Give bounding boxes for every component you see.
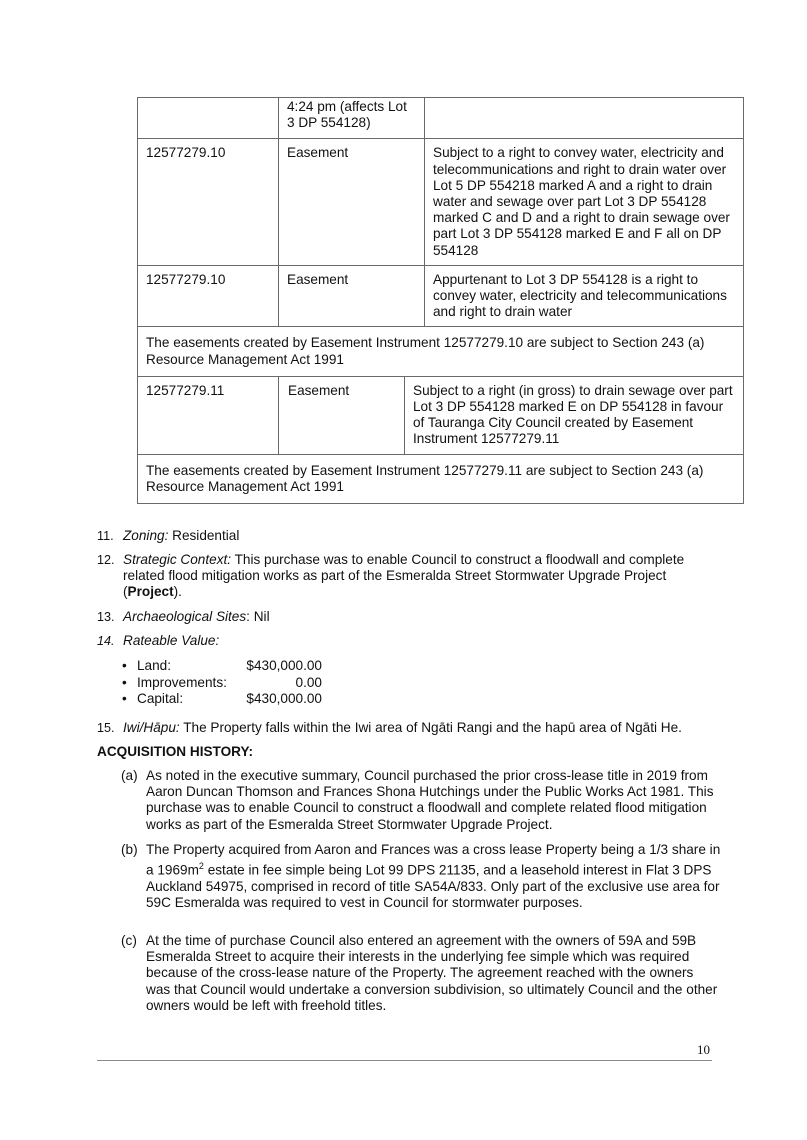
- table-row: [138, 139, 743, 265]
- item-number: 14.: [97, 634, 115, 648]
- bullet-icon: •: [122, 658, 127, 673]
- item-label: Iwi/Hāpu:: [123, 720, 180, 735]
- section-heading: ACQUISITION HISTORY:: [97, 744, 254, 759]
- history-item-a: [121, 768, 721, 833]
- table-cell-instrument: 12577279.11: [138, 377, 279, 454]
- item-label: Rateable Value:: [123, 633, 220, 648]
- item-label: Zoning:: [123, 528, 169, 543]
- footer-divider: [97, 1060, 712, 1061]
- bullet-icon: •: [122, 691, 127, 706]
- item-text: The Property falls within the Iwi area of Ngāti Rangi and the hapū area of Ngāti He.: [179, 720, 682, 735]
- table-cell-instrument: 12577279.10: [138, 139, 279, 264]
- list-item: [122, 675, 352, 692]
- table-note-row: The easements created by Easement Instrument 12577279.10 are subject to Section 243 (a) Resource Management Act 1991: [138, 327, 743, 376]
- item-number: 13.: [97, 610, 115, 624]
- table-row: [138, 266, 743, 328]
- item-text-end: estate in fee simple being Lot 99 DPS 21135, and a leasehold interest in Flat 3 DPS Auckland 54975, comprised in record of title SA54A/833. Only part of the exclusive use area for 59C Esmeralda was required to vest in Council for stormwater purposes.: [146, 862, 720, 911]
- table-cell-instrument: [138, 98, 279, 138]
- table-row: [138, 98, 743, 139]
- item-marker: (c): [121, 933, 137, 948]
- list-item: [122, 691, 352, 708]
- list-item-archaeological-sites: [97, 609, 737, 625]
- table-cell-description: Subject to a right to convey water, electricity and telecommunications and right to drain water over Lot 5 DP 554218 marked A and a right to drain water and sewage over part Lot 3 DP 554128 marked C and D and a right to drain sewage over part Lot 3 DP 554128 marked E and F all on DP 554128: [433, 145, 730, 258]
- item-number: 12.: [97, 553, 115, 567]
- item-marker: (b): [121, 842, 138, 857]
- item-text: The Property acquired from Aaron and Frances was a cross lease Property being a 1/3 share in a 1969m: [146, 842, 721, 878]
- table-cell-description: Appurtenant to Lot 3 DP 554128 is a right to convey water, electricity and telecommunications and right to drain water: [433, 271, 727, 320]
- item-text-end: ).: [173, 584, 182, 600]
- rateable-value-list: [122, 658, 352, 708]
- value-name: Capital:: [137, 691, 184, 706]
- value-name: Land:: [137, 658, 172, 673]
- value-amount: $430,000.00: [246, 691, 322, 706]
- item-number: 11.: [97, 529, 114, 543]
- item-label: Archaeological Sites: [123, 609, 247, 624]
- easements-table: [137, 97, 744, 504]
- list-item: [122, 658, 352, 675]
- item-text: Residential: [168, 528, 240, 543]
- table-row: [138, 377, 743, 455]
- item-bold-term: Project: [127, 584, 174, 600]
- list-item-zoning: [97, 528, 737, 544]
- superscript: 2: [198, 861, 204, 872]
- table-cell-description: Subject to a right (in gross) to drain sewage over part Lot 3 DP 554128 marked E on DP 554128 in favour of Tauranga City Council created by Easement Instrument 12577279.11: [413, 382, 733, 447]
- table-cell-type: Easement: [279, 139, 425, 264]
- item-number: 15.: [97, 721, 115, 735]
- list-item-strategic-context: [97, 552, 727, 601]
- table-note-row: The easements created by Easement Instrument 12577279.11 are subject to Section 243 (a) Resource Management Act 1991: [138, 455, 743, 504]
- history-item-c: [121, 933, 721, 1014]
- table-cell-description: [425, 98, 743, 138]
- list-item-rateable-value: [97, 633, 737, 649]
- item-text: As noted in the executive summary, Council purchased the prior cross-lease title in 2019 from Aaron Duncan Thomson and Frances Shona Hutchings under the Public Works Act 1981. This purchase was to enable Council to construct a floodwall and complete related flood mitigation works as part of the Esmeralda Street Stormwater Upgrade Project.: [146, 768, 714, 832]
- value-name: Improvements:: [137, 674, 227, 690]
- history-item-b: [121, 842, 721, 911]
- table-cell-instrument: 12577279.10: [138, 266, 279, 327]
- item-label: Strategic Context:: [123, 552, 232, 567]
- page-number: 10: [697, 1042, 710, 1057]
- item-marker: (a): [121, 768, 138, 783]
- table-cell-type: Easement: [279, 266, 425, 327]
- table-cell-type: 4:24 pm (affects Lot 3 DP 554128): [279, 98, 425, 138]
- list-item-iwi-hapu: [97, 720, 757, 736]
- value-amount: 0.00: [295, 674, 322, 690]
- item-text: At the time of purchase Council also entered an agreement with the owners of 59A and 59B Esmeralda Street to acquire their interests in the underlying fee simple which was required because of the cross-lease nature of the Property. The agreement reached with the owners was that Council would undertake a conversion subdivision, so ultimately Council and the other owners would be left with freehold titles.: [146, 933, 718, 1013]
- table-cell-type: Easement: [279, 377, 405, 454]
- bullet-icon: •: [122, 674, 127, 690]
- value-amount: $430,000.00: [246, 658, 322, 673]
- item-text: : Nil: [246, 609, 270, 624]
- item-text: This purchase was to enable Council to construct a floodwall and complete related flood mitigation works as part of the Esmeralda Street Stormwater Upgrade Project (: [123, 552, 685, 600]
